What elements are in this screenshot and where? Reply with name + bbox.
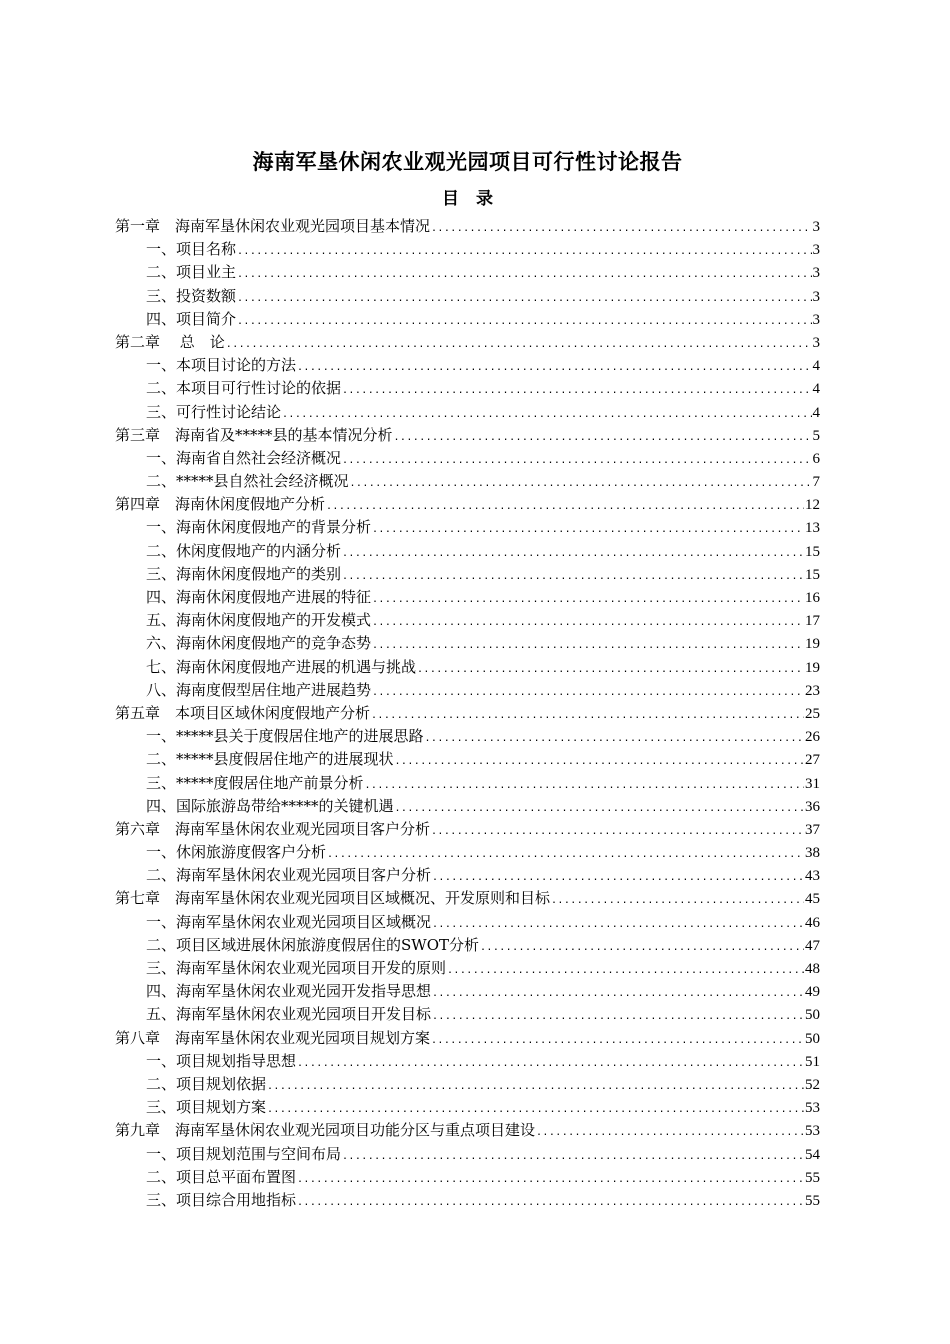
toc-section-entry[interactable]	[115, 563, 820, 586]
toc-page-number: 3	[812, 242, 820, 259]
toc-page-number: 6	[812, 450, 820, 467]
dot-leader	[417, 658, 804, 681]
dot-leader	[350, 472, 812, 495]
toc-section-entry[interactable]	[115, 401, 820, 424]
toc-entry-label: 二、项目业主	[146, 263, 237, 282]
toc-page-number: 53	[805, 1100, 820, 1117]
dot-leader	[297, 1168, 804, 1191]
toc-section-entry[interactable]	[115, 772, 820, 795]
dot-leader	[372, 518, 804, 541]
dot-leader	[372, 681, 804, 704]
dot-leader	[327, 843, 804, 866]
toc-page-number: 3	[812, 311, 820, 328]
toc-page-number: 4	[812, 381, 820, 398]
toc-entry-label: 一、项目名称	[146, 240, 237, 259]
toc-section-entry[interactable]	[115, 632, 820, 655]
dot-leader	[237, 287, 811, 310]
dot-leader	[431, 217, 811, 240]
toc-entry-label: 二、*****县度假居住地产的进展现状	[146, 750, 394, 769]
dot-leader	[394, 426, 812, 449]
toc-chapter-entry[interactable]	[115, 493, 820, 516]
toc-entry-label: 七、海南休闲度假地产进展的机遇与挑战	[146, 657, 417, 676]
toc-section-entry[interactable]	[115, 1166, 820, 1189]
toc-entry-label: 八、海南度假型居住地产进展趋势	[146, 680, 372, 699]
toc-chapter-entry[interactable]	[115, 702, 820, 725]
toc-section-entry[interactable]	[115, 447, 820, 470]
dot-leader	[365, 774, 804, 797]
toc-entry-label: 三、*****度假居住地产前景分析	[146, 773, 364, 792]
dot-leader	[432, 913, 804, 936]
toc-page-number: 51	[805, 1053, 820, 1070]
toc-section-entry[interactable]	[115, 957, 820, 980]
toc-page-number: 45	[805, 891, 820, 908]
toc-section-entry[interactable]	[115, 980, 820, 1003]
dot-leader	[326, 495, 804, 518]
toc-section-entry[interactable]	[115, 841, 820, 864]
dot-leader	[342, 449, 811, 472]
dot-leader	[226, 333, 812, 356]
toc-section-entry[interactable]	[115, 238, 820, 261]
toc-section-entry[interactable]	[115, 1189, 820, 1212]
toc-entry-label: 第九章 海南军垦休闲农业观光园项目功能分区与重点项目建设	[115, 1121, 536, 1140]
dot-leader	[267, 1098, 804, 1121]
toc-section-entry[interactable]	[115, 748, 820, 771]
dot-leader	[297, 1052, 804, 1075]
dot-leader	[237, 310, 811, 333]
dot-leader	[297, 1191, 804, 1214]
table-of-contents	[115, 215, 820, 1212]
toc-chapter-entry[interactable]	[115, 331, 820, 354]
toc-page-number: 19	[805, 659, 820, 676]
toc-section-entry[interactable]	[115, 1003, 820, 1026]
toc-entry-label: 三、海南军垦休闲农业观光园项目开发的原则	[146, 959, 447, 977]
toc-section-entry[interactable]	[115, 354, 820, 377]
toc-page-number: 4	[812, 358, 820, 375]
toc-entry-label: 二、本项目可行性讨论的依据	[146, 379, 342, 398]
toc-page-number: 55	[805, 1169, 820, 1186]
dot-leader	[372, 588, 804, 611]
toc-page-number: 52	[805, 1076, 820, 1093]
document-title: 海南军垦休闲农业观光园项目可行性讨论报告	[252, 149, 683, 174]
toc-page-number: 3	[812, 334, 820, 351]
toc-section-entry[interactable]	[115, 516, 820, 539]
toc-page-number: 50	[805, 1030, 820, 1047]
toc-entry-label: 一、海南军垦休闲农业观光园项目区域概况	[146, 912, 432, 931]
toc-entry-label: 一、项目规划范围与空间布局	[146, 1144, 342, 1163]
toc-section-entry[interactable]	[115, 795, 820, 818]
toc-page-number: 36	[805, 798, 820, 815]
toc-section-entry[interactable]	[115, 1143, 820, 1166]
toc-page-number: 49	[805, 984, 820, 1001]
dot-leader	[372, 634, 804, 657]
dot-leader	[431, 1029, 804, 1052]
toc-entry-label: 四、国际旅游岛带给*****的关键机遇	[146, 796, 394, 815]
dot-leader	[432, 1005, 804, 1028]
toc-page-number: 3	[812, 265, 820, 282]
toc-page-number: 25	[805, 705, 820, 722]
toc-page-number: 15	[805, 566, 820, 583]
toc-entry-label: 第五章 本项目区域休闲度假地产分析	[115, 703, 371, 722]
toc-page-number: 19	[805, 636, 820, 653]
toc-page-number: 26	[805, 729, 820, 746]
toc-page-number: 31	[805, 775, 820, 792]
toc-entry-label: 第四章 海南休闲度假地产分析	[115, 495, 326, 514]
toc-page-number: 12	[805, 497, 820, 514]
toc-entry-label: 二、*****县自然社会经济概况	[146, 472, 349, 491]
toc-entry-label: 二、项目规划依据	[146, 1074, 267, 1093]
dot-leader	[447, 959, 804, 982]
toc-entry-label: 四、海南休闲度假地产进展的特征	[146, 588, 372, 606]
toc-entry-label: 二、项目区域进展休闲旅游度假居住的SWOT分析	[146, 935, 479, 954]
toc-heading: 目 录	[442, 189, 493, 209]
toc-chapter-entry[interactable]	[115, 1027, 820, 1050]
toc-page-number: 17	[805, 613, 820, 630]
toc-section-entry[interactable]	[115, 308, 820, 331]
dot-leader	[432, 982, 804, 1005]
toc-entry-label: 一、项目规划指导思想	[146, 1051, 297, 1070]
toc-entry-label: 三、项目综合用地指标	[146, 1190, 297, 1209]
toc-entry-label: 一、海南休闲度假地产的背景分析	[146, 518, 372, 537]
dot-leader	[342, 542, 804, 565]
toc-page-number: 5	[812, 427, 820, 444]
toc-page-number: 53	[805, 1123, 820, 1140]
toc-page-number: 3	[812, 219, 820, 235]
dot-leader	[342, 379, 811, 402]
toc-page-number: 54	[805, 1146, 820, 1163]
toc-page-number: 13	[805, 520, 820, 537]
toc-entry-label: 二、休闲度假地产的内涵分析	[146, 541, 342, 560]
toc-page-number: 43	[805, 868, 820, 885]
toc-page-number: 4	[812, 404, 820, 421]
dot-leader	[431, 820, 804, 843]
toc-entry-label: 第二章 总 论	[115, 332, 225, 351]
toc-page-number: 3	[812, 288, 820, 305]
toc-entry-label: 第一章 海南军垦休闲农业观光园项目基本情况	[115, 217, 431, 235]
toc-section-entry[interactable]	[115, 470, 820, 493]
toc-entry-label: 第七章 海南军垦休闲农业观光园项目区域概况、开发原则和目标	[115, 889, 551, 908]
dot-leader	[432, 866, 804, 889]
toc-page-number: 47	[805, 937, 820, 954]
toc-section-entry[interactable]	[115, 679, 820, 702]
dot-leader	[536, 1121, 804, 1144]
toc-section-entry[interactable]	[115, 586, 820, 609]
toc-page-number: 15	[805, 543, 820, 560]
toc-entry-label: 三、可行性讨论结论	[146, 402, 282, 421]
toc-section-entry[interactable]	[115, 1073, 820, 1096]
toc-entry-label: 五、海南军垦休闲农业观光园项目开发目标	[146, 1005, 432, 1024]
toc-entry-label: 五、海南休闲度假地产的开发模式	[146, 611, 372, 630]
toc-section-entry[interactable]	[115, 656, 820, 679]
dot-leader	[395, 750, 804, 773]
dot-leader	[480, 936, 804, 959]
toc-chapter-entry[interactable]	[115, 215, 820, 238]
toc-page-number: 7	[812, 474, 820, 491]
toc-section-entry[interactable]	[115, 377, 820, 400]
toc-entry-label: 三、项目规划方案	[146, 1098, 267, 1117]
toc-page-number: 55	[805, 1192, 820, 1209]
dot-leader	[267, 1075, 804, 1098]
dot-leader	[342, 1145, 804, 1168]
toc-entry-label: 第八章 海南军垦休闲农业观光园项目规划方案	[115, 1028, 431, 1047]
dot-leader	[371, 704, 804, 727]
toc-entry-label: 四、海南军垦休闲农业观光园开发指导思想	[146, 982, 432, 1001]
toc-section-entry[interactable]	[115, 725, 820, 748]
toc-entry-label: 二、项目总平面布置图	[146, 1167, 297, 1186]
dot-leader	[372, 611, 804, 634]
toc-section-entry[interactable]	[115, 911, 820, 934]
toc-section-entry[interactable]	[115, 934, 820, 957]
toc-page-number: 16	[805, 590, 820, 606]
toc-page-number: 38	[805, 845, 820, 862]
toc-page-number: 23	[805, 682, 820, 699]
toc-chapter-entry[interactable]	[115, 818, 820, 841]
toc-section-entry[interactable]	[115, 609, 820, 632]
dot-leader	[425, 727, 804, 750]
toc-page-number: 37	[805, 821, 820, 838]
toc-entry-label: 一、本项目讨论的方法	[146, 356, 297, 375]
toc-page-number: 48	[805, 961, 820, 977]
toc-page-number: 46	[805, 914, 820, 931]
toc-chapter-entry[interactable]	[115, 424, 820, 447]
dot-leader	[551, 889, 804, 912]
toc-entry-label: 第六章 海南军垦休闲农业观光园项目客户分析	[115, 819, 431, 838]
toc-section-entry[interactable]	[115, 1096, 820, 1119]
toc-entry-label: 三、海南休闲度假地产的类别	[146, 564, 342, 583]
toc-entry-label: 六、海南休闲度假地产的竞争态势	[146, 634, 372, 653]
toc-entry-label: 二、海南军垦休闲农业观光园项目客户分析	[146, 866, 432, 885]
toc-page-number: 27	[805, 752, 820, 769]
toc-entry-label: 一、*****县关于度假居住地产的进展思路	[146, 727, 424, 746]
toc-section-entry[interactable]	[115, 261, 820, 284]
dot-leader	[282, 403, 811, 426]
toc-section-entry[interactable]	[115, 540, 820, 563]
dot-leader	[342, 565, 804, 588]
toc-section-entry[interactable]	[115, 285, 820, 308]
dot-leader	[395, 797, 804, 820]
toc-entry-label: 四、项目简介	[146, 309, 237, 328]
toc-entry-label: 一、海南省自然社会经济概况	[146, 448, 342, 467]
toc-entry-label: 一、休闲旅游度假客户分析	[146, 843, 327, 862]
toc-chapter-entry[interactable]	[115, 887, 820, 910]
toc-entry-label: 第三章 海南省及*****县的基本情况分析	[115, 425, 393, 444]
dot-leader	[237, 263, 811, 286]
toc-section-entry[interactable]	[115, 864, 820, 887]
toc-entry-label: 三、投资数额	[146, 286, 237, 305]
toc-chapter-entry[interactable]	[115, 1119, 820, 1142]
dot-leader	[237, 240, 811, 263]
dot-leader	[297, 356, 811, 379]
toc-section-entry[interactable]	[115, 1050, 820, 1073]
toc-page-number: 50	[805, 1007, 820, 1024]
